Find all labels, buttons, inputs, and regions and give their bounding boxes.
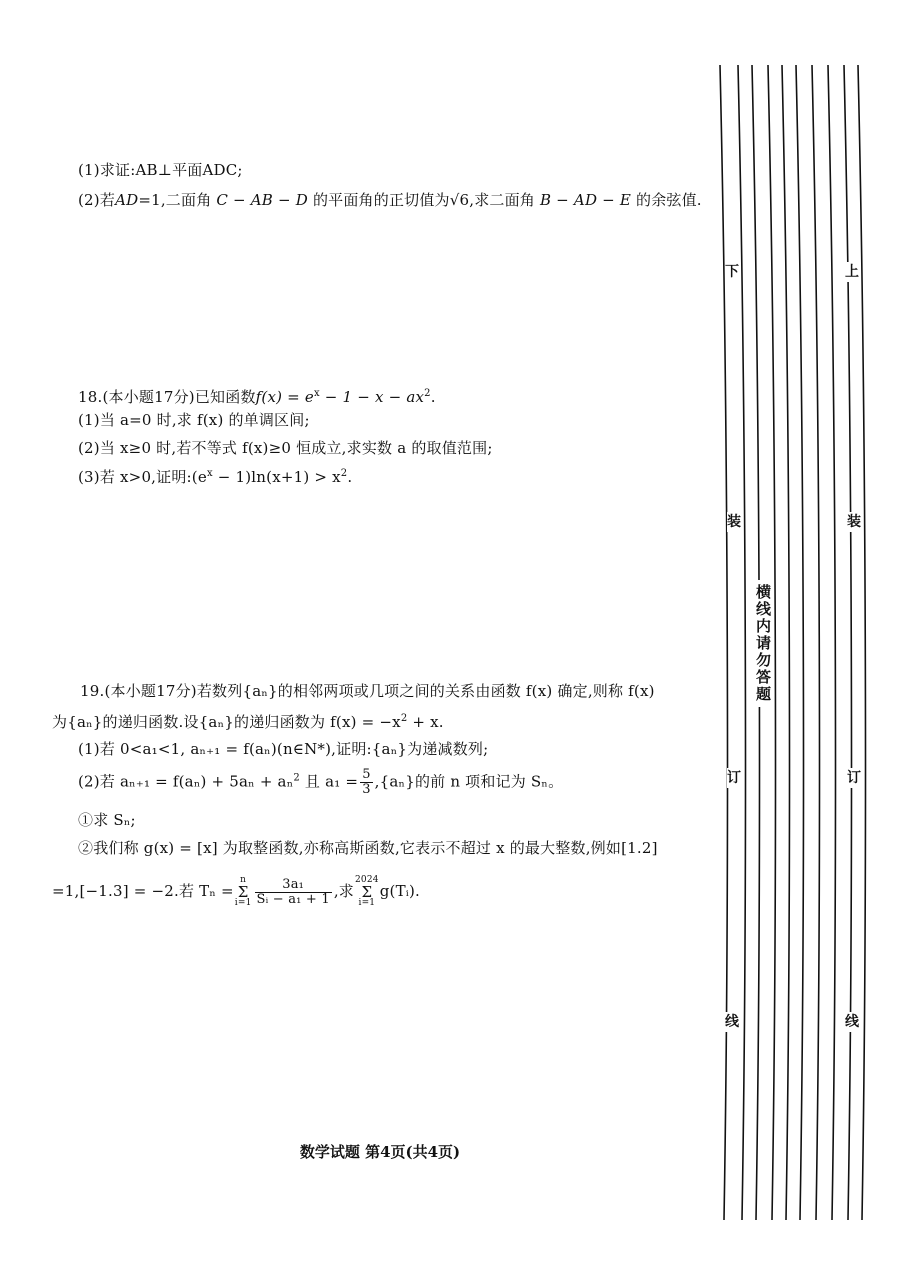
margin-line: [858, 65, 865, 1220]
margin-line: [828, 65, 835, 1220]
q18-stem-text: 18.(本小题17分)已知函数: [78, 388, 256, 406]
q18-exponent: x: [206, 468, 213, 479]
q17-part2-text: 的平面角的正切值为√6,求二面角: [312, 191, 536, 209]
q17-part2-text: (2)若: [78, 191, 116, 209]
q19-stem-line2: [52, 709, 444, 732]
margin-line: [720, 65, 727, 1220]
sigma-symbol: Σ: [237, 883, 249, 901]
q18-stem: [78, 384, 436, 407]
q17-dihedral-2: B − AD − E: [539, 191, 632, 209]
q19-sub1: ①求 Sₙ;: [78, 811, 136, 829]
q19-part1: (1)若 0<a₁<1, aₙ₊₁ = f(aₙ)(n∈N*),证明:{aₙ}为递减数列;: [78, 740, 489, 758]
q18-part3: [78, 464, 352, 487]
q19-sub2: ②我们称 g(x) = [x] 为取整函数,亦称高斯函数,它表示不超过 x 的最大整数,例如[1.2]: [78, 839, 658, 857]
binding-margin-lines: [690, 60, 880, 1225]
fraction-denominator: 3: [362, 782, 371, 797]
q19-square: 2: [400, 713, 408, 724]
q19-square: 2: [293, 772, 300, 784]
q17-part2: [78, 190, 702, 210]
q17-dihedral-1: C − AB − D: [216, 191, 308, 209]
q19-sub3-text: ,求: [333, 882, 354, 900]
q18-square: 2: [424, 388, 431, 399]
q19-stem-line1: 19.(本小题17分)若数列{aₙ}的相邻两项或几项之间的关系由函数 f(x) 确定,则称 f(x): [80, 682, 655, 700]
binding-notice: 横线内请勿答题: [753, 580, 774, 707]
q19-sub3: [52, 876, 420, 908]
q19-part2-text: ,{aₙ}的前 n 项和记为 Sₙ。: [374, 772, 564, 791]
margin-line: [812, 65, 819, 1220]
sum-lower-limit: i=1: [234, 898, 252, 908]
q18-exponent: x: [313, 388, 320, 399]
fraction-numerator: 3a₁: [255, 878, 332, 893]
q18-part2: (2)当 x≥0 时,若不等式 f(x)≥0 恒成立,求实数 a 的取值范围;: [78, 439, 493, 457]
q19-stem-text: + x.: [407, 713, 444, 731]
q17-var-ad: AD: [115, 191, 139, 209]
margin-line: [796, 65, 803, 1220]
q18-function: f(x) = e: [255, 388, 314, 406]
q18-part1: (1)当 a=0 时,求 f(x) 的单调区间;: [78, 411, 310, 429]
q17-part2-text: =1,二面角: [138, 191, 212, 209]
sum-upper-limit: 2024: [355, 875, 379, 885]
margin-line: [782, 65, 789, 1220]
margin-label-right-4: 线: [845, 1014, 859, 1030]
q19-sub3-text: =1,[−1.3] = −2.若 Tₙ =: [52, 882, 234, 900]
sum-lower-limit: i=1: [358, 898, 376, 908]
q19-part2-text: 且 a₁ =: [299, 772, 359, 791]
sigma-symbol: Σ: [361, 883, 373, 901]
margin-label-left-3: 订: [727, 770, 741, 786]
margin-label-right-1: 上: [845, 264, 859, 280]
q17-part1: (1)求证:AB⊥平面ADC;: [78, 161, 243, 179]
margin-label-right-3: 订: [847, 770, 861, 786]
sum-upper-limit: n: [240, 875, 247, 885]
margin-line: [738, 65, 745, 1220]
q18-stem-text: .: [430, 388, 436, 406]
q19-part2-text: (2)若 aₙ₊₁ = f(aₙ) + 5aₙ + aₙ: [78, 772, 294, 791]
q18-function: − 1 − x − ax: [319, 388, 425, 406]
q18-part3-text: − 1)ln(x+1) > x: [212, 468, 341, 486]
q18-part3-text: .: [347, 468, 353, 486]
page-footer: 数学试题 第4页(共4页): [299, 1143, 461, 1161]
q19-stem-text: 为{aₙ}的递归函数.设{aₙ}的递归函数为 f(x) = −x: [52, 713, 401, 731]
margin-line: [844, 65, 851, 1220]
q17-part2-text: 的余弦值.: [636, 191, 702, 209]
q19-fraction-a1: [360, 768, 372, 797]
summation-n: [235, 876, 252, 908]
summation-2024: [355, 876, 379, 908]
q19-sub3-text: g(Tᵢ).: [379, 882, 421, 900]
q18-part3-text: (3)若 x>0,证明:(e: [78, 468, 207, 486]
margin-label-left-2: 装: [727, 514, 741, 530]
margin-label-left-1: 下: [725, 264, 739, 280]
q19-fraction-t: [255, 878, 332, 907]
margin-label-right-2: 装: [847, 514, 861, 530]
fraction-denominator: Sᵢ − a₁ + 1: [256, 891, 330, 907]
margin-label-left-4: 线: [725, 1014, 739, 1030]
fraction-numerator: 5: [362, 767, 371, 782]
q19-part2: [78, 768, 563, 797]
q18-square: 2: [340, 468, 348, 479]
